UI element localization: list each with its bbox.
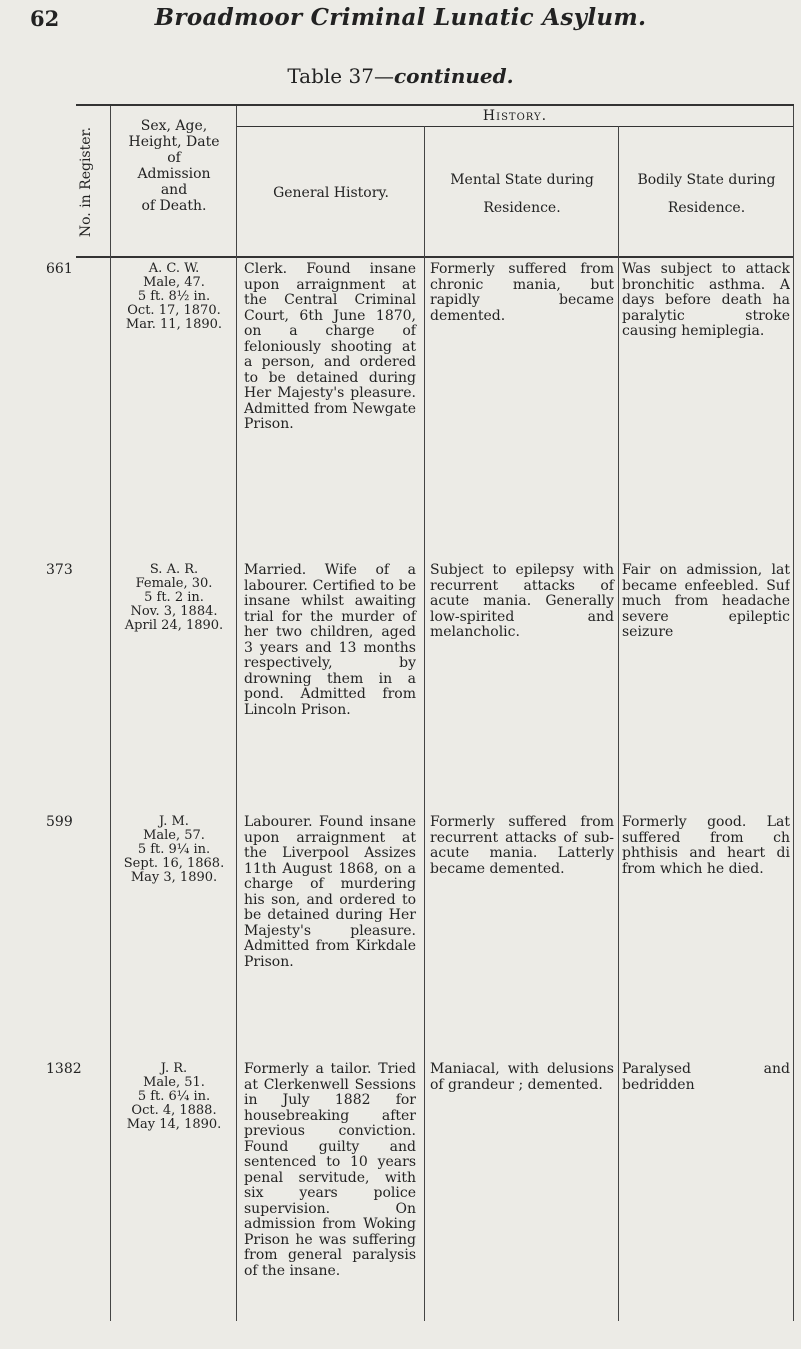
table-top-rule [76,104,794,106]
row-1-patient-details: A. C. W. Male, 47. 5 ft. 8½ in. Oct. 17, 1870. Mar. 11, 1890. [125,261,223,332]
row-3-mental-state: Formerly suffered from recurrent attacks of sub-acute mania. Latterly became demented. [430,814,614,877]
row-2-patient-details: S. A. R. Female, 30. 5 ft. 2 in. Nov. 3, 1884. April 24, 1890. [124,562,224,633]
row-1-register-no: 661 [46,261,73,277]
page-number: 62 [30,6,60,31]
header-general-history: General History. [273,185,389,201]
table-caption-prefix: Table 37— [287,64,394,88]
header-bodily-state: Bodily State during Residence. [637,172,776,216]
header-mental-state: Mental State during Residence. [450,172,594,216]
table-caption-suffix: continued. [393,64,514,88]
row-4-patient-details: J. R. Male, 51. 5 ft. 6¼ in. Oct. 4, 1888. May 14, 1890. [126,1061,222,1132]
row-4-bodily-state: Paralysed and bedridden [622,1062,790,1093]
header-bottom-rule [76,256,794,258]
row-2-register-no: 373 [46,562,73,578]
header-register-no-text: No. in Register. [78,126,94,238]
row-1-mental-state: Formerly suffered from chronic mania, but rapidly became demented. [430,261,614,324]
row-2-bodily-state: Fair on admission, lat became enfeebled. Suf much from headache severe epileptic seizure [622,563,790,640]
running-title: Broadmoor Criminal Lunatic Asylum. [154,4,647,31]
row-1-bodily-state: Was subject to attack bronchitic asthma. A days before death ha paralytic stroke causing hemiplegia. [622,262,790,339]
row-2-general-history: Married. Wife of a labourer. Certified to be insane whilst awaiting trial for the murder of her two children, aged 3 years and 13 months respectively, by drowning them in a pond. Admitted from Lincoln Prison. [244,562,416,718]
column-rule-1 [110,106,111,1321]
row-1-general-history: Clerk. Found insane upon arraignment at the Central Criminal Court, 6th June 1870, on a charge of feloniously shooting at a person, and ordered to be detained during Her Majesty's pleasure. Admitted from Newgate Prison. [244,261,416,432]
row-3-bodily-state: Formerly good. Lat suffered from ch phthisis and heart di from which he died. [622,815,790,877]
header-register-no [76,112,96,252]
column-rule-2 [236,106,237,1321]
row-3-general-history: Labourer. Found insane upon arraignment at the Liverpool Assizes 11th August 1868, on a charge of murdering his son, and ordered to be detained during Her Majesty's pleasure. Admitted from Kirkdale Prison. [244,814,416,970]
row-3-register-no: 599 [46,814,73,830]
table-caption [0,64,801,88]
header-patient: Sex, Age, Height, Date of Admission and of Death. [128,118,220,214]
row-4-mental-state: Maniacal, with delusions of grandeur ; demented. [430,1061,614,1093]
column-rule-5 [793,106,794,1321]
page-header [0,0,801,120]
row-4-register-no: 1382 [46,1061,82,1077]
row-4-general-history: Formerly a tailor. Tried at Clerkenwell Sessions in July 1882 for housebreaking after previous conviction. Found guilty and sentenced to 10 years penal servitude, with six years police supervision. On admission from Woking Prison he was suffering from general paralysis of the insane. [244,1061,416,1279]
history-underline [236,126,794,127]
column-rule-3 [424,126,425,1321]
row-2-mental-state: Subject to epilepsy with recurrent attacks of acute mania. Generally low-spirited and melancholic. [430,562,614,640]
row-3-patient-details: J. M. Male, 57. 5 ft. 9¼ in. Sept. 16, 1868. May 3, 1890. [123,814,225,885]
column-rule-4 [618,126,619,1321]
header-history: History. [482,108,548,124]
